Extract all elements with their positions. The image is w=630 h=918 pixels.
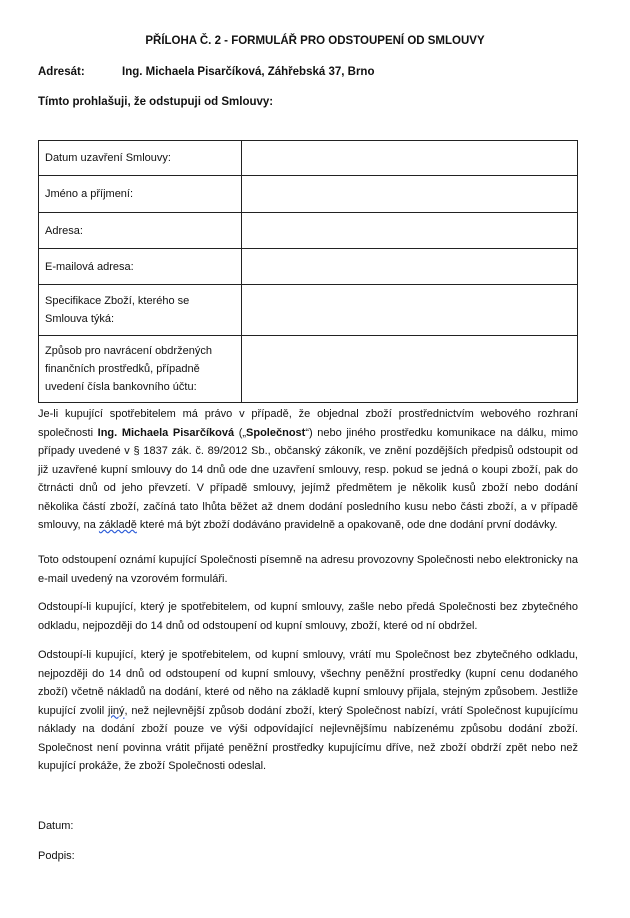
text-run: které má být zboží dodáváno pravidelně a opakovaně, ode dne dodání první dodávky.: [136, 519, 558, 531]
date-label: Datum:: [38, 820, 74, 832]
form-value-cell[interactable]: [242, 249, 578, 285]
form-value-cell[interactable]: [242, 336, 578, 403]
document-title: PŘÍLOHA Č. 2 - FORMULÁŘ PRO ODSTOUPENÍ OD SMLOUVY: [145, 35, 485, 47]
addressee-line: [38, 66, 374, 78]
form-label: Způsob pro navrácení obdržených finančních prostředků, případně uvedení čísla bankovního účtu:: [39, 336, 242, 403]
paragraph-notification: Toto odstoupení oznámí kupující Společnosti písemně na adresu provozovny Společnosti nebo elektronicky na e-mail uvedený na vzorovém formuláři.: [38, 554, 578, 585]
form-row-refund-method: [39, 336, 578, 403]
form-label: E-mailová adresa:: [39, 249, 242, 285]
company-name: Ing. Michaela Pisarčíková: [97, 426, 235, 439]
form-label: Specifikace Zboží, kterého se Smlouva týká:: [39, 285, 242, 336]
text-run: Odstoupí-li kupující, který je spotřebitelem, od kupní smlouvy, vrátí mu Společnost bez zbytečného odkladu, nejpozději do 14 dnů od odstoupení od kupní smlouvy, všechny peněžní prostředky (kupní cenu dodaného zboží) včetně nákladů na dodání, které od něho na základě kupní smlouvy přijala, stejným způsobem. Jestliže kupující zvolil: [38, 649, 578, 717]
addressee-label: Adresát:: [38, 66, 85, 78]
paragraph-refund: [38, 646, 578, 776]
spellcheck-word: základě: [98, 519, 137, 531]
signature-label: Podpis:: [38, 850, 75, 862]
form-label: Adresa:: [39, 213, 242, 249]
spellcheck-word: jiný,: [108, 704, 128, 717]
text-run: Je-li kupující spotřebitelem má právo v případě, že objednal zboží prostřednictvím webového rozhraní společnosti: [38, 408, 578, 439]
text-run: („: [234, 426, 247, 439]
paragraph-return-goods: Odstoupí-li kupující, který je spotřebitelem, od kupní smlouvy, zašle nebo předá Společnosti bez zbytečného odkladu, nejpozději do 14 dnů od odstoupení od kupní smlouvy, zboží, které od ní obdržel.: [38, 601, 578, 632]
form-label: Datum uzavření Smlouvy:: [39, 141, 242, 176]
withdrawal-form-table: [38, 140, 578, 403]
text-run: “) nebo jiného prostředku komunikace na dálku, mimo případy uvedené v § 1837 zák. č. 89/2012 Sb., občanský zákoník, ve znění pozdějších předpisů odstoupit od již uzavřené kupní smlouvy do 14 dnů ode dne uzavření smlouvy, resp. pokud se jedná o koupi zboží, pak do čtrnácti dnů od jeho převzetí. V případě smlouvy, jejímž předmětem je několik kusů zboží nebo dodání několika částí zboží, začíná tato lhůta běžet až dnem dodání posledního kusu nebo části zboží, a v případě smlouvy, na: [38, 426, 578, 531]
company-term: Společnost: [246, 426, 306, 439]
form-value-cell[interactable]: [242, 141, 578, 176]
declaration: Tímto prohlašuji, že odstupuji od Smlouvy:: [38, 96, 274, 108]
form-value-cell[interactable]: [242, 285, 578, 336]
form-row-contract-date: [39, 141, 578, 176]
text-run: než nejlevnější způsob dodání zboží, který Společnost nabízí, vrátí Společnost kupujícímu náklady na dodání zboží pouze ve výši odpovídající nejlevnějšímu nabízenému způsobu dodání zboží. Společnost není povinna vrátit přijaté peněžní prostředky kupujícímu dříve, než zboží obdrží zpět nebo než kupující prokáže, že zboží Společnosti odeslal.: [38, 704, 578, 772]
form-label: Jméno a příjmení:: [39, 176, 242, 213]
form-row-email: [39, 249, 578, 285]
addressee-value: Ing. Michaela Pisarčíková, Záhřebská 37, Brno: [122, 66, 375, 78]
form-value-cell[interactable]: [242, 213, 578, 249]
form-value-cell[interactable]: [242, 176, 578, 213]
form-row-goods-spec: [39, 285, 578, 336]
form-row-name: [39, 176, 578, 213]
paragraph-withdrawal-right: [38, 405, 578, 535]
form-row-address: [39, 213, 578, 249]
